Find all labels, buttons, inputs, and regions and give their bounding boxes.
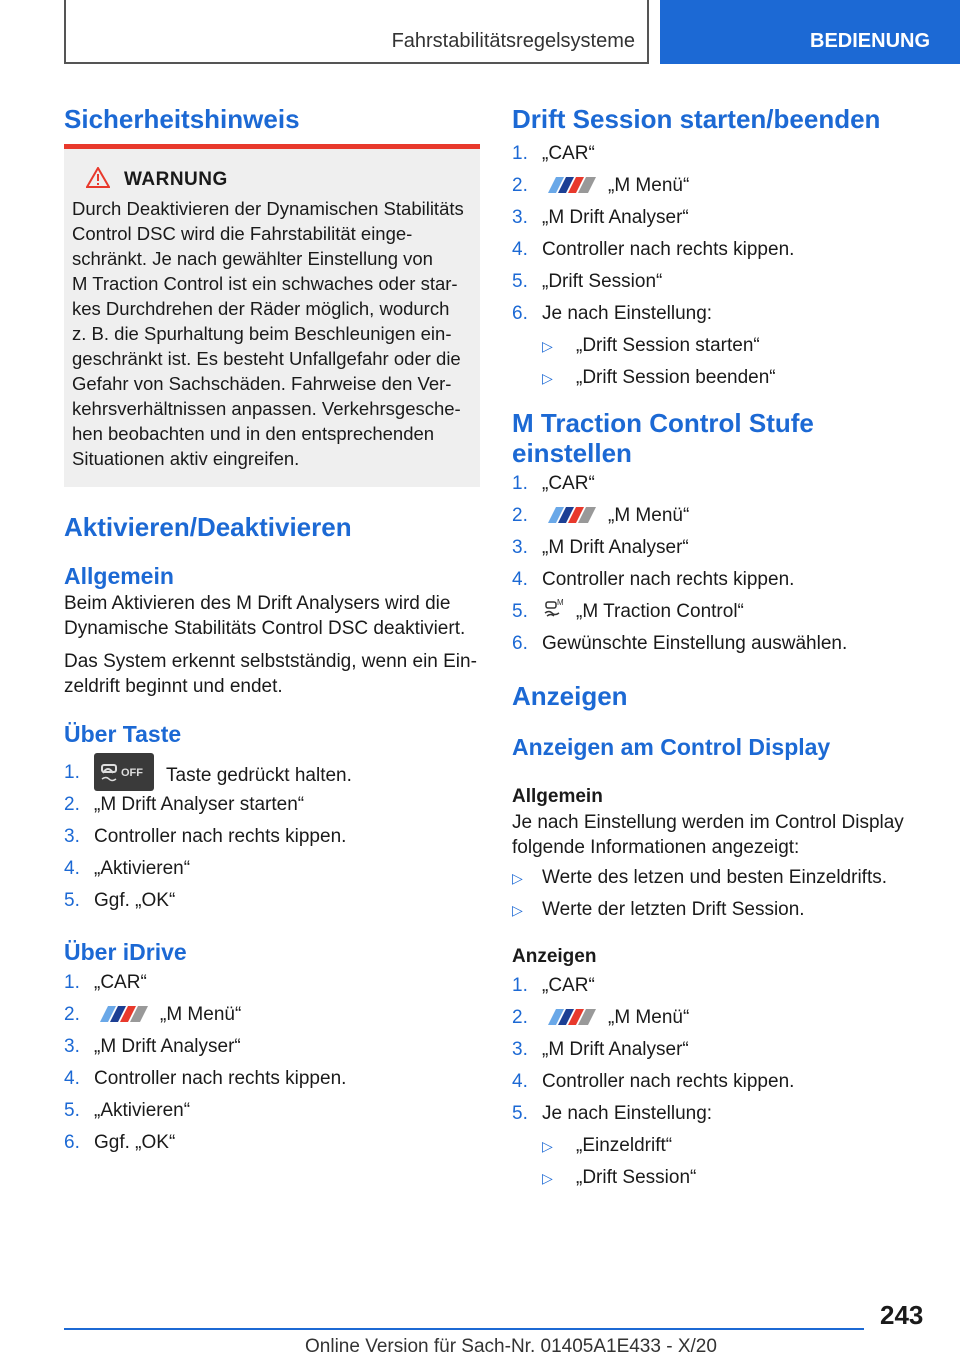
list-item: 4. Controller nach rechts kippen. — [512, 569, 795, 590]
list-item-text: „M Menü“ — [608, 175, 690, 196]
warning-line: Situationen aktiv eingreifen. — [72, 448, 300, 469]
heading-drift-session: Drift Session starten/beenden — [512, 104, 881, 134]
list-item-text: Controller nach rechts kippen. — [542, 239, 795, 260]
warning-line: Control DSC wird die Fahrstabilität einge- — [72, 223, 413, 244]
list-item-text: Ggf. „OK“ — [94, 1132, 176, 1153]
svg-text:M: M — [557, 598, 564, 607]
list-item: 5. Je nach Einstellung: — [512, 1103, 713, 1124]
warning-line: Durch Deaktivieren der Dynamischen Stabilitäts — [72, 198, 464, 219]
list-item: 3. „M Drift Analyser“ — [64, 1036, 241, 1057]
list-item-text: „M Drift Analyser starten“ — [94, 794, 305, 815]
traction-control-icon — [542, 597, 564, 630]
list-item: 1. „CAR“ — [64, 972, 147, 993]
bullet-text: Werte der letzten Drift Session. — [542, 899, 805, 920]
list-item-text: „M Menü“ — [608, 1007, 690, 1028]
traction-steps — [512, 468, 932, 660]
list-item: 2. „M Drift Analyser starten“ — [64, 794, 305, 815]
m-menu-icon — [542, 1004, 596, 1036]
list-item: 5. M „M Traction Control“ — [512, 596, 932, 628]
list-item: 6. Je nach Einstellung: — [512, 303, 713, 324]
footer-text: Online Version für Sach-Nr. 01405A1E433 - X/20 — [305, 1336, 717, 1357]
list-item-text: Controller nach rechts kippen. — [94, 826, 347, 847]
list-item-text: Controller nach rechts kippen. — [542, 569, 795, 590]
list-item-text: „M Drift Analyser“ — [542, 1039, 689, 1060]
warning-line: kes Durchdrehen der Räder möglich, wodurch — [72, 298, 450, 319]
triangle-bullet-icon: ▷ — [542, 1138, 553, 1154]
list-item: 4. Controller nach rechts kippen. — [512, 1071, 795, 1092]
triangle-bullet-icon: ▷ — [512, 902, 523, 918]
list-item-text: „Drift Session starten“ — [576, 335, 760, 356]
warning-icon — [86, 167, 110, 188]
footer-rule — [64, 1328, 864, 1330]
list-item: 3. „M Drift Analyser“ — [512, 537, 689, 558]
list-item: 2. „M Menü“ — [64, 999, 480, 1031]
sub-list-item — [512, 1130, 932, 1162]
paragraph-line: Das System erkennt selbstständig, wenn ein Ein- — [64, 651, 477, 672]
button-steps — [64, 753, 480, 917]
list-item-text: „M Traction Control“ — [576, 601, 744, 622]
bullet-item — [512, 862, 932, 894]
sub-list-item — [512, 362, 932, 394]
list-item-text: Je nach Einstellung: — [542, 1103, 713, 1124]
header-section: BEDIENUNG — [810, 30, 931, 52]
list-item: 6. Gewünschte Einstellung auswählen. — [512, 633, 848, 654]
display-steps — [512, 970, 932, 1194]
triangle-bullet-icon: ▷ — [512, 870, 523, 886]
warning-line: kehrsverhältnissen anpassen. Verkehrsgesche- — [72, 398, 461, 419]
list-item-text: „Aktivieren“ — [94, 858, 191, 879]
list-item-text: „Drift Session beenden“ — [576, 367, 776, 388]
m-menu-icon — [94, 1001, 148, 1033]
subheading-general: Allgemein — [512, 786, 603, 807]
list-item-text: „Einzeldrift“ — [576, 1135, 673, 1156]
list-item-text: „M Menü“ — [608, 505, 690, 526]
list-item-text: Controller nach rechts kippen. — [94, 1068, 347, 1089]
list-item-text: „M Drift Analyser“ — [94, 1036, 241, 1057]
list-item: 1. „CAR“ — [512, 473, 595, 494]
list-item-text: „Drift Session“ — [576, 1167, 697, 1188]
heading-display: Anzeigen — [512, 681, 628, 711]
paragraph-line: Beim Aktivieren des M Drift Analysers wird die — [64, 593, 451, 614]
sub-list-item — [512, 1162, 932, 1194]
list-item: 1. „CAR“ — [512, 975, 595, 996]
sub-list-item — [512, 330, 932, 362]
list-item: 4. „Aktivieren“ — [64, 858, 191, 879]
heading-general: Allgemein — [64, 563, 174, 589]
heading-traction-line1: M Traction Control Stufe — [512, 408, 814, 438]
list-item-text: Gewünschte Einstellung auswählen. — [542, 633, 848, 654]
warning-line: M Traction Control ist ein schwaches oder star- — [72, 273, 458, 294]
list-item-text: „M Menü“ — [160, 1004, 242, 1025]
triangle-bullet-icon: ▷ — [542, 1170, 553, 1186]
dsc-off-button-icon — [94, 753, 154, 791]
idrive-steps — [64, 967, 480, 1159]
list-item-text: „M Drift Analyser“ — [542, 207, 689, 228]
info-bullets — [512, 862, 932, 926]
list-item-text: „CAR“ — [542, 473, 595, 494]
heading-safety: Sicherheitshinweis — [64, 104, 300, 134]
list-item-text: Controller nach rechts kippen. — [542, 1071, 795, 1092]
list-item: 2. „M Menü“ — [512, 1002, 932, 1034]
left-column — [64, 100, 480, 1159]
warning-line: hen beobachten und in den entsprechenden — [72, 423, 435, 444]
drift-steps — [512, 138, 932, 394]
list-item: 1. OFF Taste gedrückt halten. — [64, 753, 480, 789]
list-item-text: Je nach Einstellung: — [542, 303, 713, 324]
list-item: 3. „M Drift Analyser“ — [512, 1039, 689, 1060]
m-menu-icon — [542, 502, 596, 534]
list-item: 4. Controller nach rechts kippen. — [512, 239, 795, 260]
triangle-bullet-icon: ▷ — [542, 370, 553, 386]
heading-activate: Aktivieren/Deaktivieren — [64, 512, 352, 542]
list-item-text: Ggf. „OK“ — [94, 890, 176, 911]
header-title: Fahrstabilitätsregelsysteme — [391, 30, 635, 52]
list-item-text: „Aktivieren“ — [94, 1100, 191, 1121]
list-item: 5. „Aktivieren“ — [64, 1100, 191, 1121]
warning-line: geschränkt ist. Es besteht Unfallgefahr oder die — [72, 348, 461, 369]
list-item: 2. „M Menü“ — [512, 500, 932, 532]
list-item: 3. „M Drift Analyser“ — [512, 207, 689, 228]
triangle-bullet-icon: ▷ — [542, 338, 553, 354]
list-item-text: Taste gedrückt halten. — [166, 765, 352, 786]
subheading-display: Anzeigen — [512, 946, 597, 967]
warning-title-row — [72, 167, 472, 192]
right-column — [512, 100, 932, 1194]
warning-line: schränkt. Je nach gewählter Einstellung von — [72, 248, 433, 269]
warning-line: z. B. die Spurhaltung beim Beschleunigen ein- — [72, 323, 452, 344]
warning-box — [64, 144, 480, 487]
bullet-text: Werte des letzen und besten Einzeldrifts. — [542, 867, 888, 888]
bullet-item — [512, 894, 932, 926]
list-item: 1. „CAR“ — [512, 143, 595, 164]
heading-traction-line2: einstellen — [512, 438, 632, 468]
page-number: 243 — [880, 1300, 924, 1330]
paragraph-line: folgende Informationen angezeigt: — [512, 837, 800, 858]
warning-line: Gefahr von Sachschäden. Fahrweise den Ver- — [72, 373, 452, 394]
m-menu-icon — [542, 172, 596, 204]
heading-idrive: Über iDrive — [64, 939, 187, 965]
list-item-text: „CAR“ — [542, 975, 595, 996]
heading-button: Über Taste — [64, 721, 182, 747]
list-item: 3. Controller nach rechts kippen. — [64, 826, 347, 847]
svg-text:OFF: OFF — [121, 767, 143, 779]
paragraph-line: Je nach Einstellung werden im Control Display — [512, 812, 904, 833]
header-section-tab — [660, 0, 960, 64]
list-item-text: „CAR“ — [542, 143, 595, 164]
paragraph-line: Dynamische Stabilitäts Control DSC deaktiviert. — [64, 618, 466, 639]
list-item: 2. „M Menü“ — [512, 170, 932, 202]
list-item-text: „Drift Session“ — [542, 271, 663, 292]
paragraph-line: zeldrift beginnt und endet. — [64, 676, 283, 697]
list-item: 6. Ggf. „OK“ — [64, 1132, 176, 1153]
list-item-text: „CAR“ — [94, 972, 147, 993]
list-item: 4. Controller nach rechts kippen. — [64, 1068, 347, 1089]
list-item: 5. „Drift Session“ — [512, 271, 663, 292]
list-item: 5. Ggf. „OK“ — [64, 890, 176, 911]
heading-control-display: Anzeigen am Control Display — [512, 734, 831, 760]
warning-title: WARNUNG — [124, 169, 228, 190]
list-item-text: „M Drift Analyser“ — [542, 537, 689, 558]
header-title-box — [64, 0, 649, 64]
